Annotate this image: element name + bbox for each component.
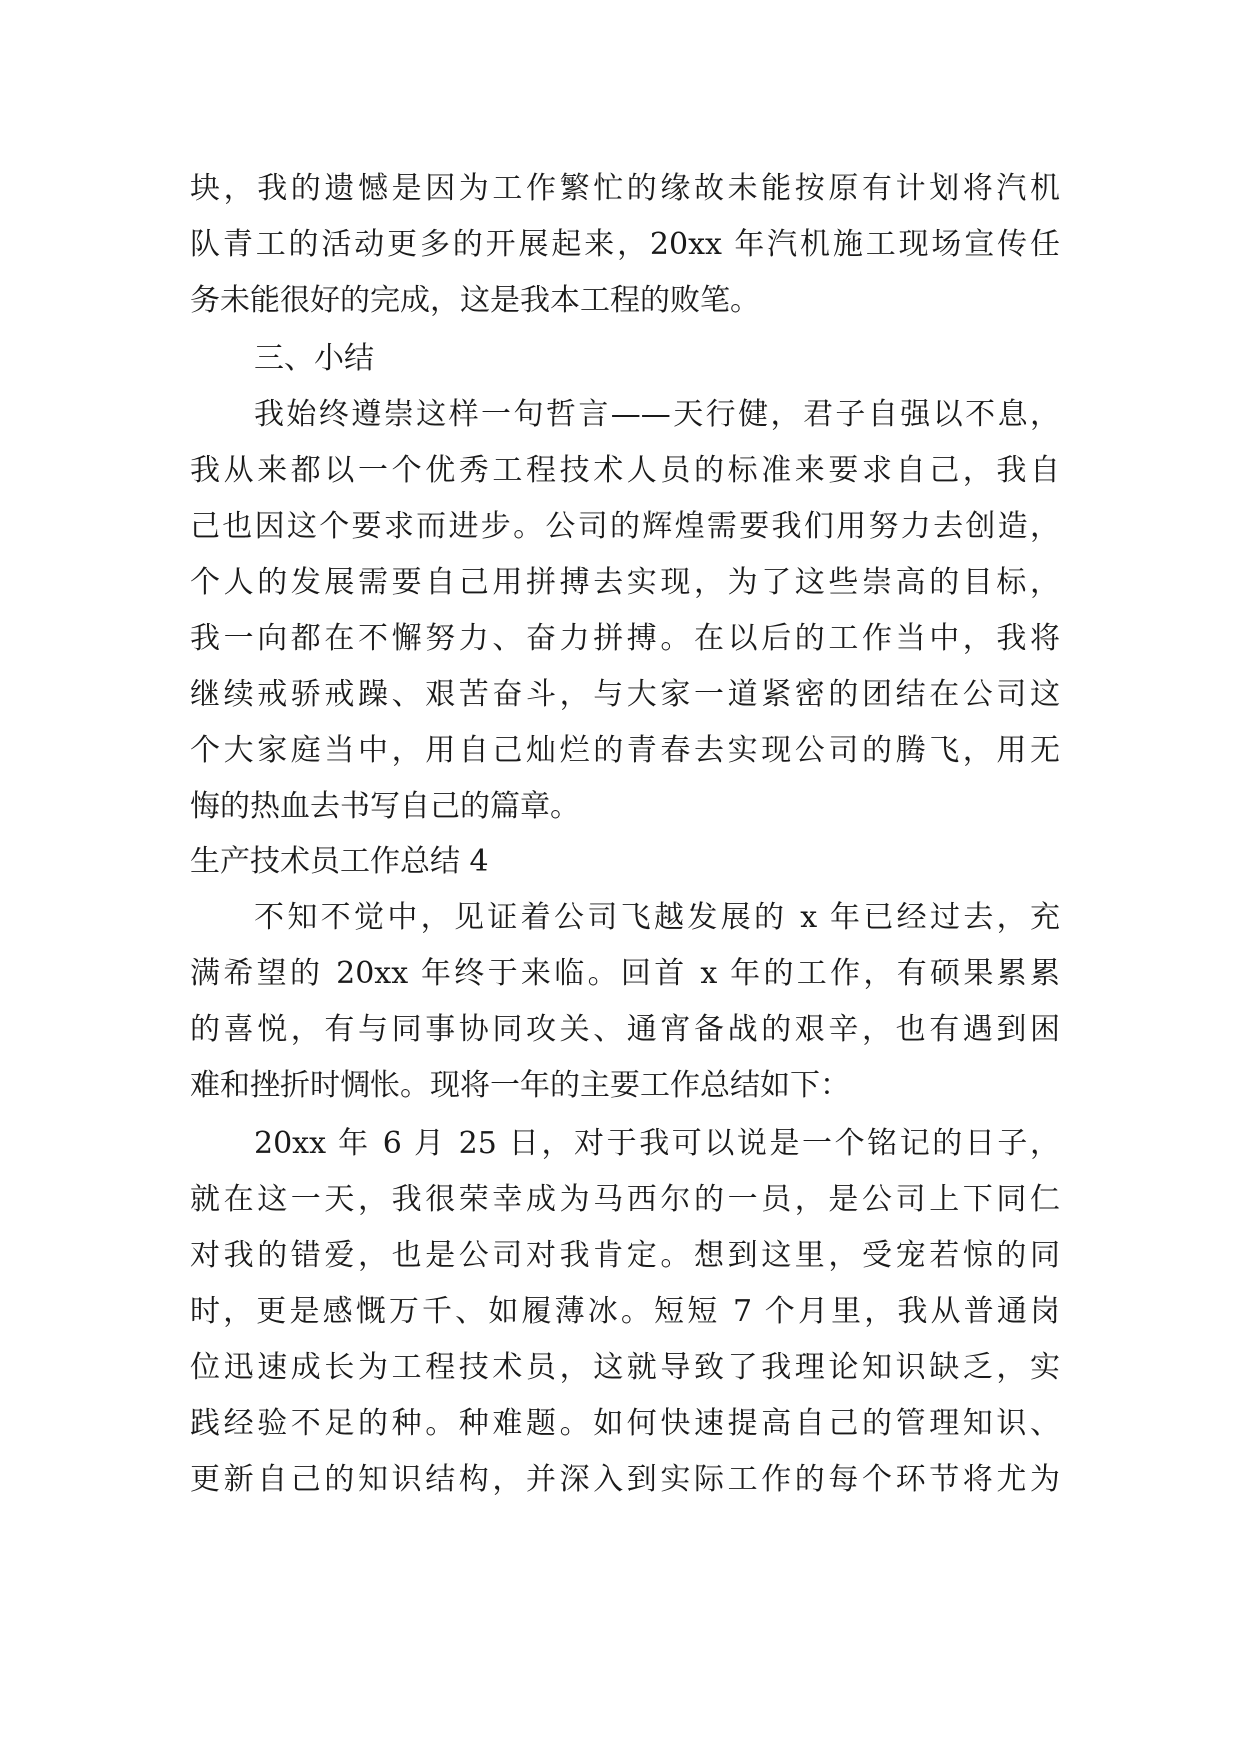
text-line: 务未能很好的完成，这是我本工程的败笔。 xyxy=(190,283,760,318)
section-heading-summary: 三、小结 xyxy=(254,341,374,376)
text-line: 更新自己的知识结构，并深入到实际工作的每个环节将尤为 xyxy=(190,1462,1060,1497)
text-line: 队青工的活动更多的开展起来，20xx 年汽机施工现场宣传任 xyxy=(190,227,1060,262)
text-line: 我始终遵崇这样一句哲言——天行健，君子自强以不息， xyxy=(254,397,1060,432)
text-line: 位迅速成长为工程技术员，这就导致了我理论知识缺乏，实 xyxy=(190,1350,1060,1385)
text-line: 己也因这个要求而进步。公司的辉煌需要我们用努力去创造， xyxy=(190,509,1060,544)
text-line: 块，我的遗憾是因为工作繁忙的缘故未能按原有计划将汽机 xyxy=(190,171,1060,206)
text-line: 践经验不足的种。种难题。如何快速提高自己的管理知识、 xyxy=(190,1406,1060,1441)
text-line: 20xx 年 6 月 25 日，对于我可以说是一个铭记的日子， xyxy=(254,1126,1060,1161)
text-line: 个大家庭当中，用自己灿烂的青春去实现公司的腾飞，用无 xyxy=(190,733,1060,768)
text-line: 的喜悦，有与同事协同攻关、通宵备战的艰辛，也有遇到困 xyxy=(190,1012,1060,1047)
text-line: 时，更是感慨万千、如履薄冰。短短 7 个月里，我从普通岗 xyxy=(190,1294,1060,1329)
text-line: 就在这一天，我很荣幸成为马西尔的一员，是公司上下同仁 xyxy=(190,1182,1060,1217)
text-line: 个人的发展需要自己用拼搏去实现，为了这些崇高的目标， xyxy=(190,565,1060,600)
text-line: 悔的热血去书写自己的篇章。 xyxy=(190,789,580,824)
text-line: 我一向都在不懈努力、奋力拼搏。在以后的工作当中，我将 xyxy=(190,621,1060,656)
text-line: 我从来都以一个优秀工程技术人员的标准来要求自己，我自 xyxy=(190,453,1060,488)
text-line: 难和挫折时惆怅。现将一年的主要工作总结如下： xyxy=(190,1068,850,1103)
document-title: 生产技术员工作总结 4 xyxy=(190,844,489,879)
text-line: 不知不觉中，见证着公司飞越发展的 x 年已经过去，充 xyxy=(254,900,1060,935)
text-line: 满希望的 20xx 年终于来临。回首 x 年的工作，有硕果累累 xyxy=(190,956,1060,991)
text-line: 继续戒骄戒躁、艰苦奋斗，与大家一道紧密的团结在公司这 xyxy=(190,677,1060,712)
text-line: 对我的错爱，也是公司对我肯定。想到这里，受宠若惊的同 xyxy=(190,1238,1060,1273)
